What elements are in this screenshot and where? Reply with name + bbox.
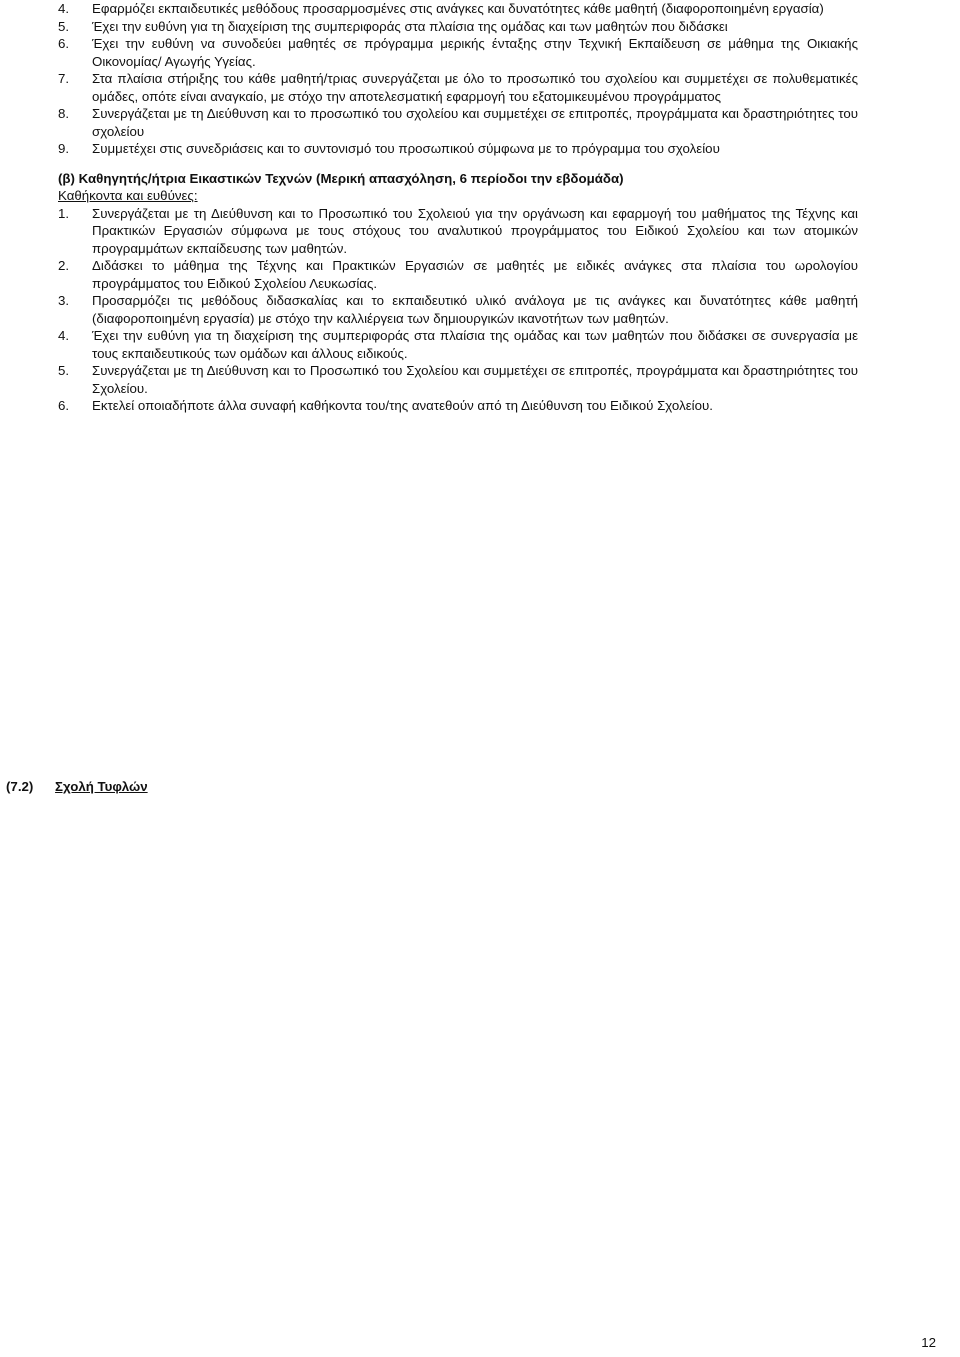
section-b-item-2 [58, 257, 858, 292]
top-list-item-6-text: Έχει την ευθύνη να συνοδεύει μαθητές σε πρόγραμμα μερικής ένταξης στην Τεχνική Εκπαίδευση σε μάθημα της Οικιακής Οικονομίας/ Αγωγής Υγείας. [92, 36, 858, 69]
top-list-item-4-text: Εφαρμόζει εκπαιδευτικές μεθόδους προσαρμοσμένες στις ανάγκες και δυνατότητες κάθε μαθητή (διαφοροποιημένη εργασία) [92, 1, 824, 16]
top-list-item-4-number: 4. [58, 1, 70, 16]
top-list-item-5-number: 5. [58, 18, 70, 34]
top-list [58, 0, 858, 158]
top-list-item-7-number: 7. [58, 71, 70, 86]
section-b-item-4 [58, 327, 858, 362]
section-b-item-1-number: 1. [58, 205, 70, 221]
top-list-item-5 [58, 18, 858, 36]
section-b-item-5-text: Συνεργάζεται με τη Διεύθυνση και το Προσωπικό του Σχολείου και συμμετέχει σε επιτροπές, προγράμματα και δραστηριότητες του Σχολείου. [92, 363, 858, 396]
top-list-item-4 [58, 0, 858, 18]
section-b-item-1 [58, 205, 858, 258]
top-list-item-9 [58, 140, 858, 158]
top-list-item-9-text: Συμμετέχει στις συνεδριάσεις και το συντονισμό του προσωπικού σύμφωνα με το πρόγραμμα του σχολείου [92, 141, 720, 156]
section-b-subtitle: Καθήκοντα και ευθύνες: [58, 188, 198, 203]
section-heading-label: Σχολή Τυφλών [55, 779, 148, 794]
section-b-item-5-number: 5. [58, 363, 70, 378]
section-b-item-2-text: Διδάσκει το μάθημα της Τέχνης και Πρακτικών Εργασιών σε μαθητές με ειδικές ανάγκες στα πλαίσια του ωρολογίου προγράμματος του Ειδικού Σχολείου Λευκωσίας. [92, 258, 858, 291]
section-b-item-4-text: Έχει την ευθύνη για τη διαχείριση της συμπεριφοράς στα πλαίσια της ομάδας και των μαθητών που διδάσκει σε συνεργασία με τους εκπαιδευτικούς των ομάδων και άλλους ειδικούς. [92, 328, 858, 361]
section-b [58, 170, 858, 415]
top-list-item-7-text: Στα πλαίσια στήριξης του κάθε μαθητή/τριας συνεργάζεται με όλο το προσωπικό του σχολείου και συμμετέχει σε πολυθεματικές ομάδες, οπότε είναι αναγκαίο, με στόχο την αποτελεσματική εφαρμογή του εξατομικευμένου προγράμματος [92, 71, 858, 104]
top-list-item-5-text: Έχει την ευθύνη για τη διαχείριση της συμπεριφοράς στα πλαίσια της ομάδας και των μαθητών που διδάσκει [92, 18, 728, 34]
section-b-item-4-number: 4. [58, 328, 70, 343]
section-b-item-5 [58, 362, 858, 397]
section-b-title: (β) Καθηγητής/ήτρια Εικαστικών Τεχνών (Μερική απασχόληση, 6 περίοδοι την εβδομάδα) [58, 170, 624, 186]
page-number: 12 [921, 1334, 936, 1350]
section-b-item-6 [58, 397, 858, 415]
top-list-item-9-number: 9. [58, 141, 70, 156]
section-b-item-3-text: Προσαρμόζει τις μεθόδους διδασκαλίας και το εκπαιδευτικό υλικό ανάλογα με τις ανάγκες και δυνατότητες κάθε μαθητή (διαφοροποιημένη εργασία) με στόχο την καλλιέργεια των δημιουργικών ικανοτήτων των μαθητών. [92, 293, 858, 326]
section-heading [6, 778, 148, 796]
section-b-list [58, 205, 858, 415]
top-list-item-8-number: 8. [58, 106, 70, 121]
section-b-item-3-number: 3. [58, 293, 70, 308]
section-b-item-1-text: Συνεργάζεται με τη Διεύθυνση και το Προσωπικό του Σχολειού για την οργάνωση και εφαρμογή του μαθήματος της Τέχνης και Πρακτικών Εργασιών σύμφωνα με τους στόχους του αναλυτικού προγράμματος του Ειδικού Σχολείου και των ατομικών προγραμμάτων εκπαίδευσης των μαθητών. [92, 205, 858, 256]
top-list-item-8-text: Συνεργάζεται με τη Διεύθυνση και το προσωπικό του σχολείου και συμμετέχει σε επιτροπές, προγράμματα και δραστηριότητες του σχολείου [92, 106, 858, 139]
section-b-item-6-text: Εκτελεί οποιαδήποτε άλλα συναφή καθήκοντα του/της ανατεθούν από τη Διεύθυνση του Ειδικού Σχολείου. [92, 398, 713, 413]
top-list-item-6 [58, 35, 858, 70]
section-heading-number: (7.2) [6, 779, 34, 794]
top-list-item-8 [58, 105, 858, 140]
section-b-item-2-number: 2. [58, 258, 70, 273]
section-b-item-6-number: 6. [58, 398, 70, 413]
document-page [58, 0, 858, 415]
section-b-item-3 [58, 292, 858, 327]
top-list-item-6-number: 6. [58, 36, 70, 51]
top-list-item-7 [58, 70, 858, 105]
